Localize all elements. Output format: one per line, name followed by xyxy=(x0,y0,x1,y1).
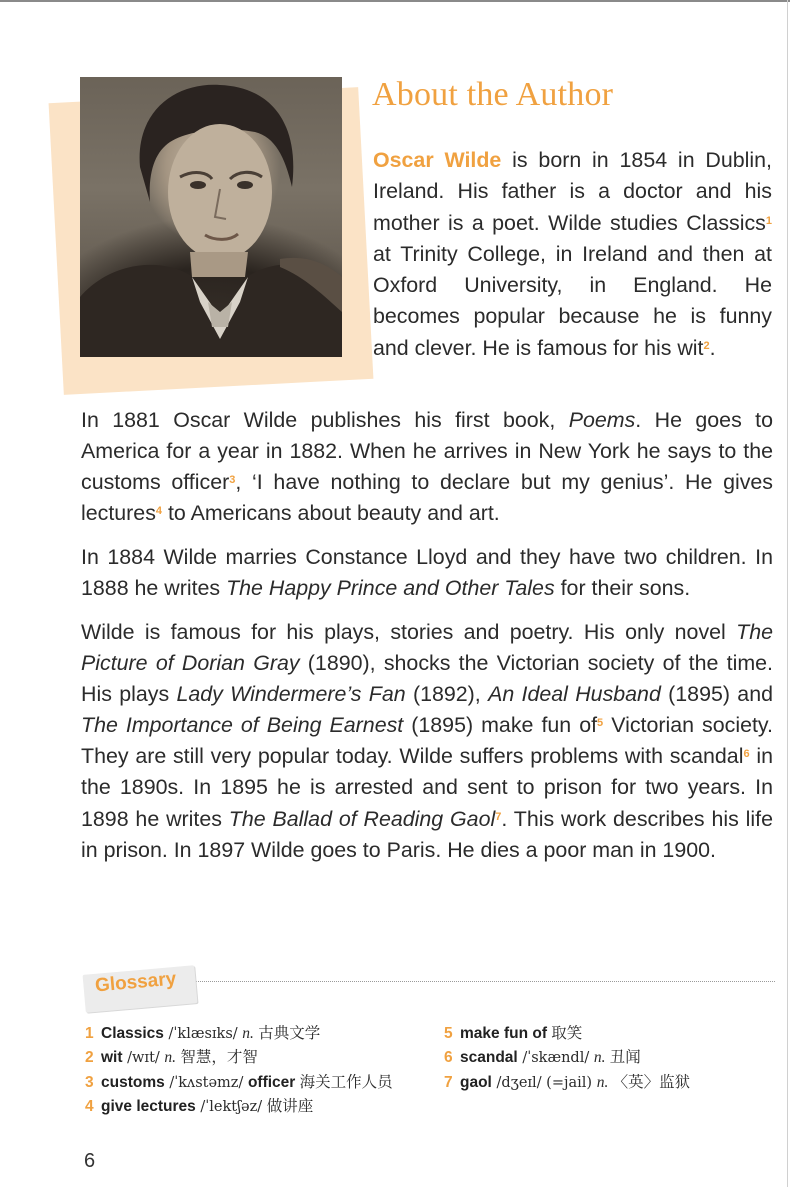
footnote-marker: 1 xyxy=(765,214,772,227)
glossary-divider xyxy=(170,981,775,982)
author-name: Oscar Wilde xyxy=(373,148,502,172)
page-number: 6 xyxy=(84,1150,96,1172)
footnote-marker: 4 xyxy=(155,505,163,518)
body-paragraph-1: In 1881 Oscar Wilde publishes his first book, Poems. He goes to America for a year in 1882. When he arrives in New York he says to the customs officer$^3$, ‘I have nothing to declare but my genius’. He gives lectures$^4$ to Americans about beauty and art. xyxy=(81,408,774,526)
body-paragraph-3: Wilde is famous for his plays, stories and poetry. His only novel The Picture of Dorian Gray (1890), shocks the Victorian society of the time. His plays Lady Windermere’s Fan (1892), An Ideal Husband (1895) and The Importance of Being Earnest (1895) make fun of$^5$ Victorian society. They are still very popular today. Wilde suffers problems with scandal$^6$ in the 1890s. In 1895 he is arrested and sent to prison for two years. In 1898 he writes The Ballad of Reading Gaol$^7$. This work describes his life in prison. In 1897 Wilde goes to Paris. He dies a poor man in 1900. xyxy=(81,620,774,862)
glossary-item: 5 make fun of 取笑 xyxy=(444,1025,583,1042)
glossary-item: 3 customs /ˈkʌstəmz/ officer 海关工作人员 xyxy=(85,1073,393,1091)
glossary-item: 6 scandal /ˈskændl/ n. 丑闻 xyxy=(444,1049,641,1067)
footnote-marker: 6 xyxy=(743,748,750,761)
body-paragraph-2: In 1884 Wilde marries Constance Lloyd and they have two children. In 1888 he writes The Happy Prince and Other Tales for their sons. xyxy=(81,545,773,601)
glossary-item: 7 gaol /dʒeɪl/ (=jail) n. 〈英〉监狱 xyxy=(444,1073,691,1091)
intro-paragraph: Oscar Wilde is born in 1854 in Dublin, Ireland. His father is a doctor and his mother is a poet. Wilde studies Classics$^1$ at Trinity College, in Ireland and then at Oxford University, in England. He becomes popular because he is funny and clever. He is famous for his wit$^2$. xyxy=(373,148,772,360)
glossary-list-left xyxy=(85,1022,393,1119)
page-title: About the Author xyxy=(372,76,614,113)
author-portrait-icon xyxy=(80,77,342,357)
glossary-item: 1 Classics /ˈklæsɪks/ n. 古典文学 xyxy=(85,1025,321,1042)
book-title: The Ballad of Reading Gaol xyxy=(228,806,496,831)
glossary-item: 2 wit /wɪt/ n. 智慧，才智 xyxy=(85,1049,258,1067)
book-title: The Happy Prince and Other Tales xyxy=(226,576,555,601)
play-title: The Importance of Being Earnest xyxy=(81,713,404,738)
play-title: Lady Windermere’s Fan xyxy=(176,682,406,707)
play-title: An Ideal Husband xyxy=(488,682,661,707)
top-rule xyxy=(0,0,790,2)
glossary-title: Glossary xyxy=(94,968,178,997)
page-edge xyxy=(787,0,788,1187)
footnote-marker: 5 xyxy=(597,717,604,730)
book-title: The Picture of Dorian Gray xyxy=(81,620,773,676)
glossary-item: 4 give lectures /ˈlektʃəz/ 做讲座 xyxy=(85,1097,314,1115)
footnote-marker: 7 xyxy=(495,810,502,823)
footnote-marker: 2 xyxy=(703,339,710,352)
glossary-list-right xyxy=(444,1022,690,1095)
footnote-marker: 3 xyxy=(229,474,236,487)
book-title: Poems xyxy=(568,408,636,432)
